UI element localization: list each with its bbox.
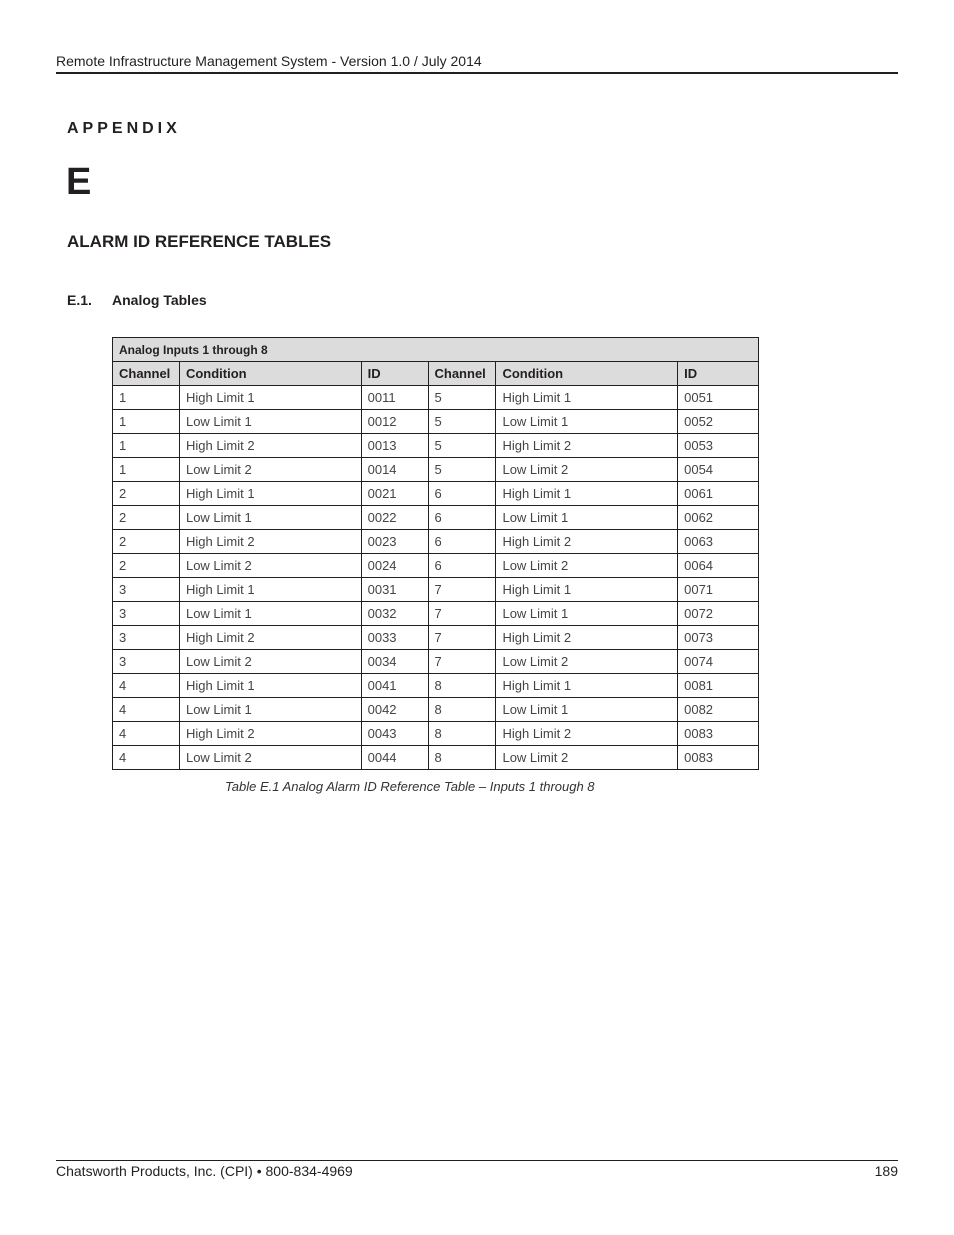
table-cell: 0014 (361, 458, 428, 482)
table-cell: 0013 (361, 434, 428, 458)
table-cell: High Limit 1 (179, 674, 361, 698)
appendix-label: APPENDIX (67, 120, 181, 137)
table-cell: 0062 (678, 506, 759, 530)
table-cell: 1 (113, 386, 180, 410)
table-cell: High Limit 2 (496, 434, 678, 458)
table-row (113, 386, 759, 410)
table-cell: Low Limit 1 (496, 506, 678, 530)
table-cell: High Limit 2 (496, 530, 678, 554)
table-cell: 0023 (361, 530, 428, 554)
page-footer (56, 1160, 898, 1180)
table-column-headers (113, 362, 759, 386)
table-row (113, 674, 759, 698)
table-cell: 0021 (361, 482, 428, 506)
table-cell: 8 (428, 674, 496, 698)
table-cell: 5 (428, 410, 496, 434)
table-cell: 2 (113, 530, 180, 554)
table-cell: 0022 (361, 506, 428, 530)
table-cell: 0024 (361, 554, 428, 578)
table-cell: Low Limit 1 (496, 698, 678, 722)
table-cell: 4 (113, 722, 180, 746)
table-cell: 5 (428, 458, 496, 482)
table-cell: 7 (428, 578, 496, 602)
table-cell: 0064 (678, 554, 759, 578)
table-cell: Low Limit 2 (496, 458, 678, 482)
table-cell: 2 (113, 482, 180, 506)
table-cell: 6 (428, 554, 496, 578)
table-cell: 0052 (678, 410, 759, 434)
table-cell: 8 (428, 722, 496, 746)
table-row (113, 746, 759, 770)
table-row (113, 434, 759, 458)
table-cell: 7 (428, 602, 496, 626)
subsection-title: Analog Tables (112, 292, 207, 308)
table-cell: Low Limit 2 (179, 554, 361, 578)
table-caption: Table E.1 Analog Alarm ID Reference Table – Inputs 1 through 8 (225, 779, 595, 794)
table-cell: 4 (113, 698, 180, 722)
table-row (113, 482, 759, 506)
section-title: ALARM ID REFERENCE TABLES (67, 232, 332, 251)
table-cell: 0083 (678, 722, 759, 746)
table-row (113, 506, 759, 530)
table-cell: 8 (428, 698, 496, 722)
table-cell: 2 (113, 506, 180, 530)
table-cell: 5 (428, 386, 496, 410)
table-cell: 0041 (361, 674, 428, 698)
table-cell: 0011 (361, 386, 428, 410)
table-cell: 0043 (361, 722, 428, 746)
table-cell: 0034 (361, 650, 428, 674)
table-row (113, 698, 759, 722)
table-cell: High Limit 2 (496, 722, 678, 746)
table-cell: High Limit 1 (496, 482, 678, 506)
table-row (113, 530, 759, 554)
table-cell: 0044 (361, 746, 428, 770)
table-cell: Low Limit 2 (179, 458, 361, 482)
table-cell: 5 (428, 434, 496, 458)
table-cell: 6 (428, 530, 496, 554)
subsection-number: E.1. (67, 292, 92, 308)
table-cell: 3 (113, 578, 180, 602)
column-header-id: ID (361, 362, 428, 386)
table-cell: High Limit 1 (179, 386, 361, 410)
subsection-heading (67, 292, 207, 308)
table-cell: High Limit 1 (496, 674, 678, 698)
table-cell: High Limit 1 (179, 482, 361, 506)
table-cell: High Limit 1 (179, 578, 361, 602)
footer-company: Chatsworth Products, Inc. (CPI) • 800-834-4969 (56, 1163, 353, 1179)
column-header-condition: Condition (179, 362, 361, 386)
table-cell: 0071 (678, 578, 759, 602)
table-cell: 0072 (678, 602, 759, 626)
table-cell: High Limit 2 (179, 530, 361, 554)
table-cell: 0051 (678, 386, 759, 410)
table-cell: High Limit 2 (179, 722, 361, 746)
table-cell: High Limit 1 (496, 386, 678, 410)
table-cell: 3 (113, 626, 180, 650)
table-cell: Low Limit 1 (179, 410, 361, 434)
table-cell: High Limit 2 (179, 434, 361, 458)
table-cell: Low Limit 2 (496, 554, 678, 578)
table-cell: Low Limit 1 (179, 698, 361, 722)
table-cell: 0031 (361, 578, 428, 602)
table-row (113, 722, 759, 746)
table-cell: 0061 (678, 482, 759, 506)
table-cell: High Limit 2 (179, 626, 361, 650)
table-cell: 0073 (678, 626, 759, 650)
table-row (113, 626, 759, 650)
column-header-channel-2: Channel (428, 362, 496, 386)
table-cell: Low Limit 2 (179, 746, 361, 770)
table-body (113, 386, 759, 770)
table-cell: 1 (113, 410, 180, 434)
table-cell: 0063 (678, 530, 759, 554)
table-cell: 0042 (361, 698, 428, 722)
table-cell: 0074 (678, 650, 759, 674)
table-cell: 8 (428, 746, 496, 770)
table-cell: 0033 (361, 626, 428, 650)
table-cell: 0054 (678, 458, 759, 482)
column-header-id-2: ID (678, 362, 759, 386)
table-cell: 0083 (678, 746, 759, 770)
table-row (113, 602, 759, 626)
table-cell: 3 (113, 602, 180, 626)
table-cell: 1 (113, 458, 180, 482)
table-row (113, 554, 759, 578)
table-cell: High Limit 2 (496, 626, 678, 650)
table-cell: 1 (113, 434, 180, 458)
table-cell: Low Limit 1 (496, 410, 678, 434)
page-number: 189 (874, 1163, 898, 1179)
table-cell: Low Limit 2 (179, 650, 361, 674)
table-cell: 0082 (678, 698, 759, 722)
table-cell: Low Limit 2 (496, 746, 678, 770)
table-cell: 0081 (678, 674, 759, 698)
table-cell: 4 (113, 674, 180, 698)
page-header: Remote Infrastructure Management System - Version 1.0 / July 2014 (56, 52, 898, 74)
table-cell: 0053 (678, 434, 759, 458)
table-cell: Low Limit 1 (496, 602, 678, 626)
table-group-header (113, 338, 759, 362)
table-group-title: Analog Inputs 1 through 8 (113, 338, 759, 362)
table-cell: 0012 (361, 410, 428, 434)
table-cell: High Limit 1 (496, 578, 678, 602)
table-cell: Low Limit 1 (179, 506, 361, 530)
table-cell: 4 (113, 746, 180, 770)
table-cell: Low Limit 2 (496, 650, 678, 674)
table-cell: 6 (428, 506, 496, 530)
appendix-letter: E (66, 161, 92, 203)
table-row (113, 458, 759, 482)
column-header-channel: Channel (113, 362, 180, 386)
table-cell: 0032 (361, 602, 428, 626)
table-row (113, 410, 759, 434)
table-cell: 6 (428, 482, 496, 506)
table-row (113, 578, 759, 602)
table-cell: 7 (428, 626, 496, 650)
table-cell: 7 (428, 650, 496, 674)
table-cell: 2 (113, 554, 180, 578)
column-header-condition-2: Condition (496, 362, 678, 386)
table-cell: Low Limit 1 (179, 602, 361, 626)
table-row (113, 650, 759, 674)
analog-alarm-table (112, 337, 759, 770)
table-cell: 3 (113, 650, 180, 674)
